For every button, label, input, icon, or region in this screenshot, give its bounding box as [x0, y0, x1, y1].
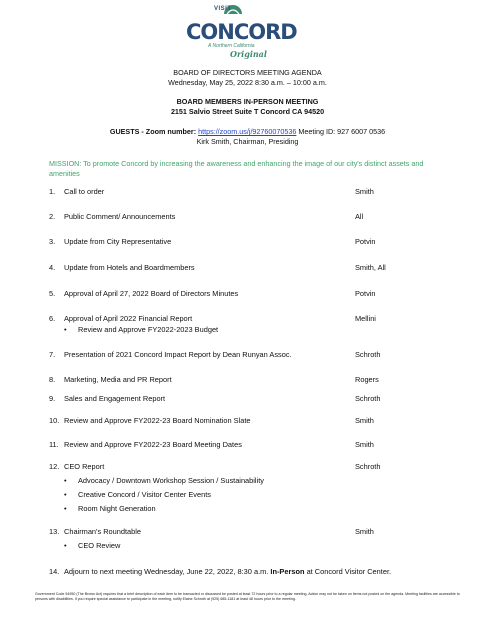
meeting-datetime: Wednesday, May 25, 2022 8:30 a.m. – 10:00 a.m. — [168, 78, 327, 87]
in-person-heading: BOARD MEMBERS IN-PERSON MEETING — [176, 97, 319, 106]
agenda-item-4: 4. Update from Hotels and Boardmembers — [49, 263, 195, 272]
agenda-item-7: 7. Presentation of 2021 Concord Impact Report by Dean Runyan Assoc. — [49, 350, 292, 359]
agenda-presenter-4: Smith, All — [355, 263, 386, 272]
agenda-item-6: 6. Approval of April 2022 Financial Report — [49, 314, 193, 323]
meeting-id: Meeting ID: 927 6007 0536 — [298, 127, 386, 136]
agenda-presenter-9: Schroth — [355, 394, 381, 403]
agenda-presenter-2: All — [355, 212, 364, 221]
agenda-item-12: 12. CEO Report — [49, 462, 105, 471]
agenda-item-3: 3. Update from City Representative — [49, 237, 172, 246]
agenda-presenter-10: Smith — [355, 416, 374, 425]
agenda-item-10: 10. Review and Approve FY2022-23 Board Nomination Slate — [49, 416, 251, 425]
logo-name-text: CONCORD — [186, 20, 297, 44]
agenda-presenter-6: Mellini — [355, 314, 376, 323]
guests-line — [0, 127, 495, 137]
adjourn-in-person: In-Person — [270, 567, 305, 576]
agenda-item-8: 8. Marketing, Media and PR Report — [49, 375, 172, 384]
agenda-subitem: • Room Night Generation — [78, 504, 156, 514]
agenda-item-1: 1. Call to order — [49, 187, 105, 196]
visit-concord-logo — [184, 2, 297, 62]
agenda-subitem: • Creative Concord / Visitor Center Events — [78, 490, 211, 500]
agenda-item-2: 2. Public Comment/ Announcements — [49, 212, 176, 221]
agenda-item-9: 9. Sales and Engagement Report — [49, 394, 166, 403]
logo-tagline: A Northern California — [208, 43, 255, 49]
guests-label: GUESTS - Zoom number: — [109, 127, 197, 136]
meeting-address: 2151 Salvio Street Suite T Concord CA 94520 — [170, 107, 325, 116]
agenda-presenter-7: Schroth — [355, 350, 381, 359]
mission-statement: MISSION: To promote Concord by increasing the awareness and enhancing the image of our city's distinct assets and amenities — [49, 159, 424, 178]
agenda-item-14: 14. Adjourn to next meeting Wednesday, June 22, 2022, 8:30 a.m. In-Person at Concord Visitor Center. — [49, 567, 392, 576]
adjourn-location: at Concord Visitor Center. — [306, 567, 392, 576]
zoom-link[interactable]: https://zoom.us/j/92760070536 — [198, 127, 297, 136]
agenda-presenter-13: Smith — [355, 527, 374, 536]
logo-original: Original — [230, 49, 267, 59]
logo-visit-text: VISIT — [214, 6, 232, 12]
agenda-presenter-1: Smith — [355, 187, 374, 196]
agenda-presenter-11: Smith — [355, 440, 374, 449]
agenda-subitem: • Advocacy / Downtown Workshop Session / Sustainability — [78, 476, 264, 486]
agenda-presenter-3: Potvin — [355, 237, 376, 246]
agenda-item-11: 11. Review and Approve FY2022-23 Board Meeting Dates — [49, 440, 242, 449]
presiding-line: Kirk Smith, Chairman, Presiding — [196, 137, 299, 146]
brown-act-footer: Government Code 54950 (The Brown Act) requires that a brief description of each item to be transacted or discussed be posted at least 72 hours prior to a regular meeting. Action may not be taken on items not posted on the agenda. Meeting facilities are accessible to persons with disabilities. If you require special assistance to participate in the meeting, notify Elaine Schroth at (925) 685-1181 at least 48 hours prior to the meeting. — [35, 592, 460, 601]
agenda-item-13: 13. Chairman's Roundtable — [49, 527, 142, 536]
agenda-presenter-12: Schroth — [355, 462, 381, 471]
adjourn-text: Adjourn to next meeting Wednesday, June 22, 2022, 8:30 a.m. — [64, 567, 269, 576]
agenda-presenter-8: Rogers — [355, 375, 379, 384]
agenda-presenter-5: Potvin — [355, 289, 376, 298]
agenda-subitem: • CEO Review — [78, 541, 120, 551]
agenda-item-5: 5. Approval of April 27, 2022 Board of Directors Minutes — [49, 289, 239, 298]
agenda-title: BOARD OF DIRECTORS MEETING AGENDA — [173, 68, 322, 77]
agenda-subitem: • Review and Approve FY2022-2023 Budget — [78, 325, 218, 335]
